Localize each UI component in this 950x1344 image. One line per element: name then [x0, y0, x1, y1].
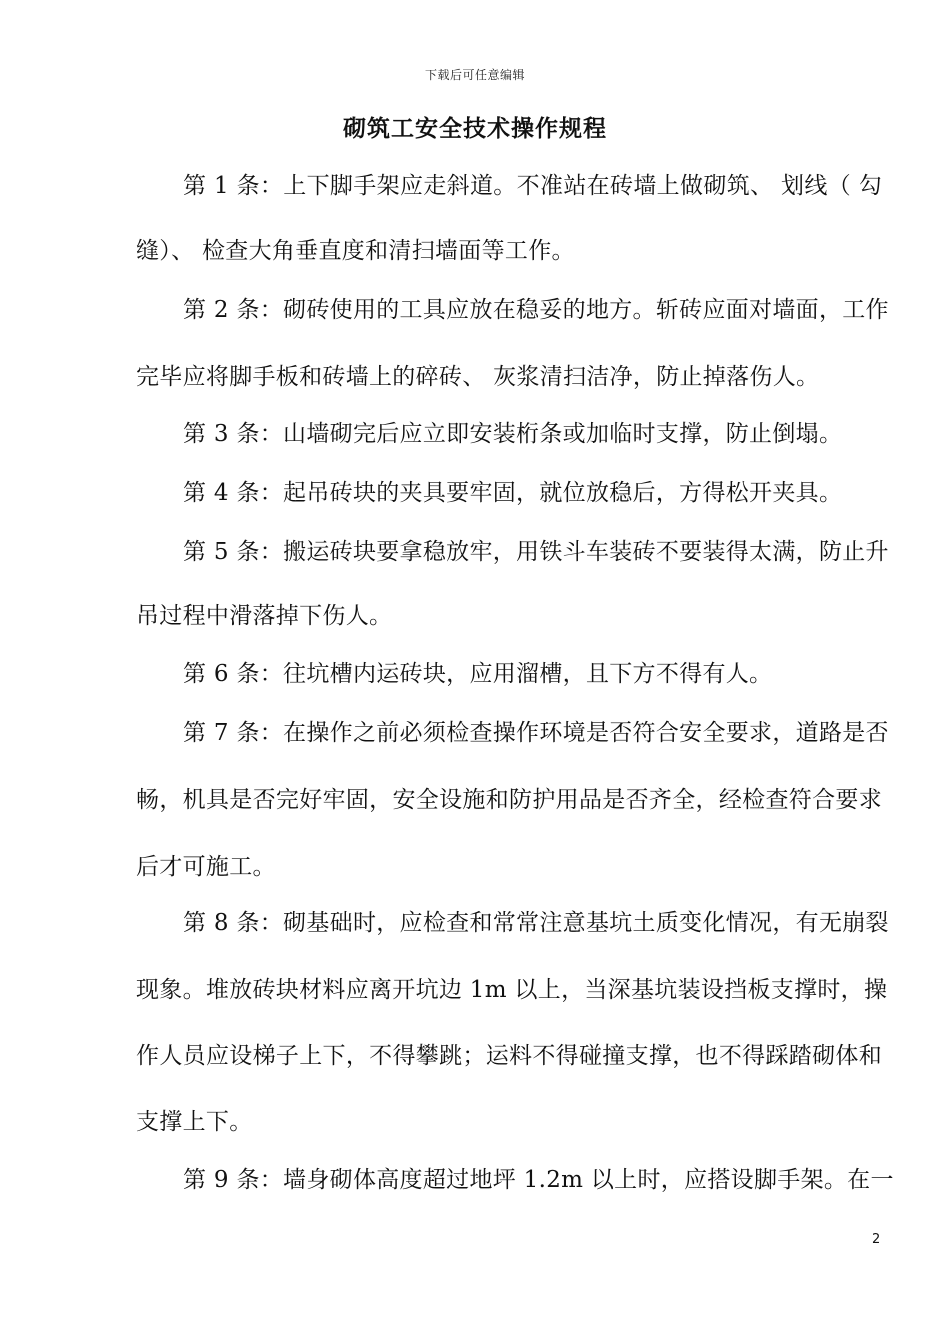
article-3-line-1: 第 3 条：山墙砌完后应立即安装桁条或加临时支撑，防止倒塌。 [183, 421, 843, 447]
header-note: 下载后可任意编辑 [424, 68, 525, 82]
page-number: 2 [872, 1232, 881, 1247]
article-9-line-1: 第 9 条：墙身砌体高度超过地坪 1.2m 以上时，应搭设脚手架。在一 [183, 1167, 894, 1193]
article-5-line-1: 第 5 条：搬运砖块要拿稳放牢，用铁斗车装砖不要装得太满，防止升 [183, 539, 889, 565]
article-7-line-3: 后才可施工。 [136, 854, 276, 880]
article-8-line-3: 作人员应设梯子上下，不得攀跳；运料不得碰撞支撑，也不得踩踏砌体和 [136, 1043, 882, 1069]
article-5-line-2: 吊过程中滑落掉下伤人。 [136, 603, 393, 629]
article-8-line-1: 第 8 条：砌基础时，应检查和常常注意基坑土质变化情况，有无崩裂 [183, 910, 889, 936]
article-1-line-1: 第 1 条：上下脚手架应走斜道。不准站在砖墙上做砌筑、 划线（ 勾 [183, 173, 882, 199]
article-2-line-2: 完毕应将脚手板和砖墙上的碎砖、 灰浆清扫洁净，防止掉落伤人。 [136, 364, 820, 390]
article-7-line-1: 第 7 条：在操作之前必须检查操作环境是否符合安全要求，道路是否 [183, 720, 889, 746]
article-7-line-2: 畅，机具是否完好牢固，安全设施和防护用品是否齐全，经检查符合要求 [136, 787, 882, 813]
article-1-line-2: 缝）、 检查大角垂直度和清扫墙面等工作。 [136, 238, 575, 264]
document-title: 砌筑工安全技术操作规程 [343, 116, 607, 142]
article-6-line-1: 第 6 条：往坑槽内运砖块，应用溜槽，且下方不得有人。 [183, 661, 773, 687]
article-8-line-4: 支撑上下。 [136, 1109, 253, 1135]
article-2-line-1: 第 2 条：砌砖使用的工具应放在稳妥的地方。斩砖应面对墙面，工作 [183, 297, 889, 323]
article-4-line-1: 第 4 条：起吊砖块的夹具要牢固，就位放稳后，方得松开夹具。 [183, 480, 843, 506]
article-8-line-2: 现象。堆放砖块材料应离开坑边 1m 以上，当深基坑装设挡板支撑时，操 [136, 977, 888, 1003]
